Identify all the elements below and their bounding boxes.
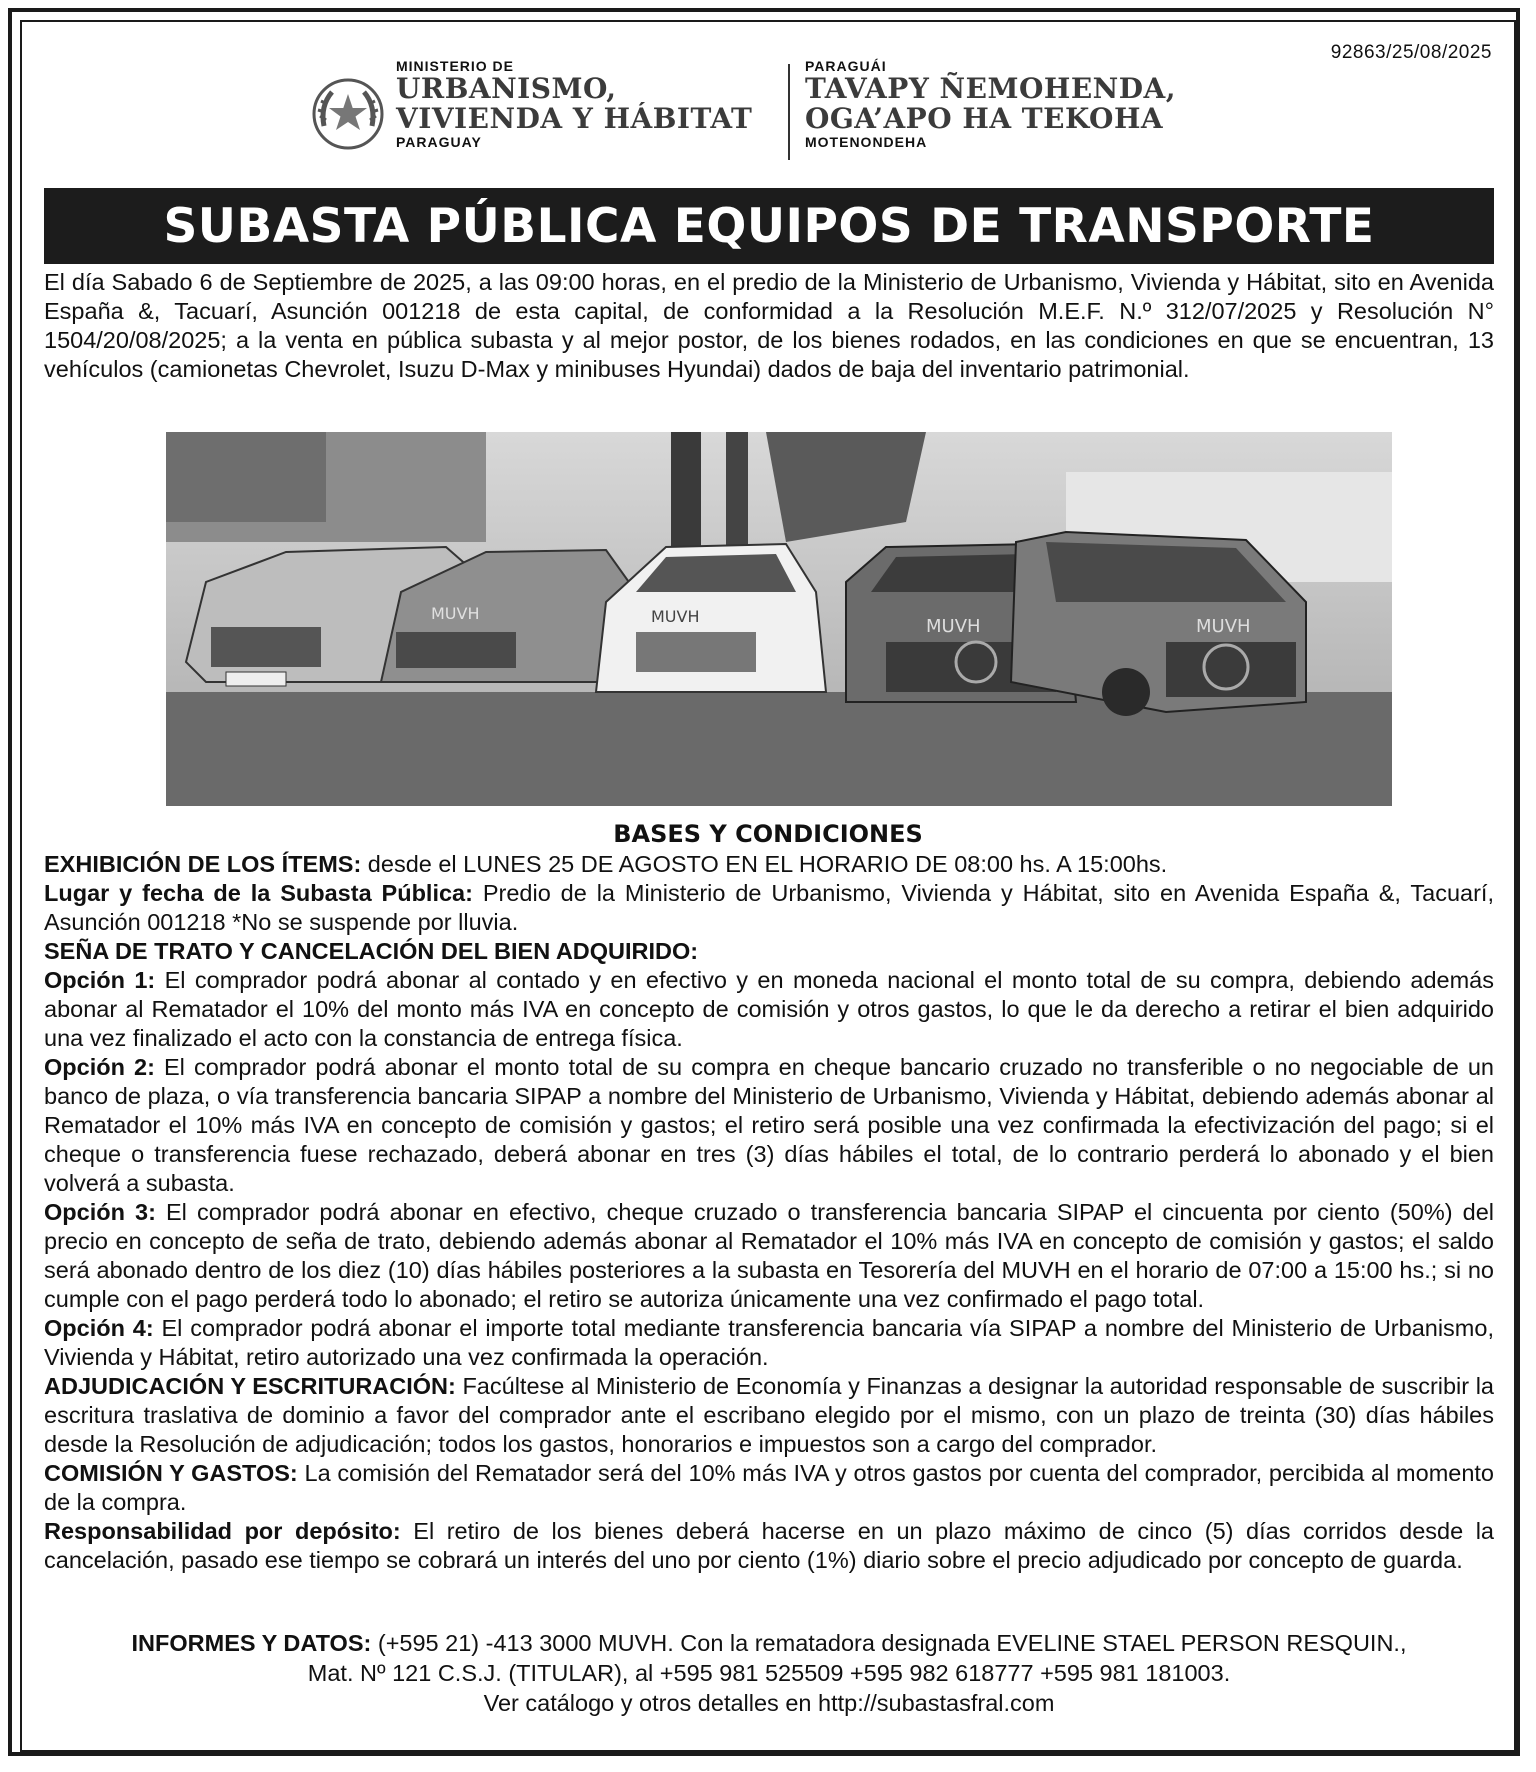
intro-paragraph: El día Sabado 6 de Septiembre de 2025, a las 09:00 horas, en el predio de la Ministerio de Urbanismo, Vivienda y Hábitat, sito en Avenida España &, Tacuarí, Asunción 001218 de esta capital, de conformidad a la Resolución M.E.F. N.º 312/07/2025 y Resolución N° 1504/20/08/2025; a la venta en pública subasta y al mejor postor, de los bienes rodados, en las condiciones en que se encuentran, 13 vehículos (camionetas Chevrolet, Isuzu D-Max y minibuses Hyundai) dados de baja del inventario patrimonial.	[44, 269, 1494, 382]
ministry-gn-line1: TAVAPY ÑEMOHENDA,	[805, 72, 1177, 105]
conditions-list	[44, 850, 1494, 1575]
vehicle-5	[1011, 532, 1306, 716]
condition-text: El comprador podrá abonar al contado y en efectivo y en moneda nacional el monto total de su compra, debiendo además abonar al Rematador el 10% del monto más IVA en concepto de comisión y otros gastos, lo que le da derecho a retirar el bien adquirido una vez finalizado el acto con la constancia de entrega física.	[44, 967, 1494, 1051]
footer-website[interactable]: Ver catálogo y otros detalles en http://subastasfral.com	[483, 1690, 1055, 1716]
header	[310, 56, 1210, 164]
vehicle-label: MUVH	[651, 607, 700, 626]
condition-opcion-1	[44, 966, 1494, 1053]
condition-label: ADJUDICACIÓN Y ESCRITURACIÓN:	[44, 1373, 456, 1399]
vehicles-photo	[166, 432, 1392, 806]
condition-adjudicacion	[44, 1372, 1494, 1459]
condition-text: Predio de la Ministerio de Urbanismo, Vivienda y Hábitat, sito en Avenida España &, Tacuarí, Asunción 001218 *No se suspende por lluvia.	[44, 880, 1494, 935]
footer-contact: (+595 21) -413 3000 MUVH. Con la rematadora designada EVELINE STAEL PERSON RESQUIN.,	[371, 1630, 1407, 1656]
condition-label: Opción 1:	[44, 967, 156, 993]
contact-footer	[44, 1628, 1494, 1718]
condition-exhibicion	[44, 850, 1494, 879]
ministry-gn-bottom: MOTENONDEHA	[805, 134, 928, 150]
title-banner: SUBASTA PÚBLICA EQUIPOS DE TRANSPORTE	[44, 188, 1494, 264]
ministry-gn-top: PARAGUÁI	[805, 58, 887, 74]
section-title: BASES Y CONDICIONES	[613, 820, 923, 848]
condition-label: SEÑA DE TRATO Y CANCELACIÓN DEL BIEN ADQUIRIDO:	[44, 938, 699, 964]
condition-label: Opción 2:	[44, 1054, 155, 1080]
condition-opcion-4	[44, 1314, 1494, 1372]
condition-label: Responsabilidad por depósito:	[44, 1518, 401, 1544]
reference-code: 92863/25/08/2025	[1330, 42, 1492, 63]
ministry-gn-line2: OGA’APO HA TEKOHA	[805, 102, 1164, 135]
header-divider	[788, 64, 790, 160]
condition-text: El comprador podrá abonar el monto total de su compra en cheque bancario cruzado no transferible o no negociable de un banco de plaza, o vía transferencia bancaria SIPAP a nombre del Ministerio de Urbanismo, Vivienda y Hábitat, debiendo además abonar al Rematador el 10% más IVA en concepto de comisión y gastos; el retiro será posible una vez confirmada la efectivización del pago; si el cheque o transferencia fuese rechazado, deberá abonar en tres (3) días hábiles el total, de lo contrario perderá lo abonado y el bien volverá a subasta.	[44, 1054, 1494, 1196]
condition-lugar	[44, 879, 1494, 937]
ministry-es-top: MINISTERIO DE	[396, 58, 515, 74]
vehicle-label: MUVH	[431, 604, 480, 623]
condition-text: desde el LUNES 25 DE AGOSTO EN EL HORARIO DE 08:00 hs. A 15:00hs.	[361, 851, 1168, 877]
condition-label: Opción 3:	[44, 1199, 156, 1225]
ministry-es-line2: VIVIENDA Y HÁBITAT	[396, 102, 753, 135]
condition-text: El comprador podrá abonar en efectivo, cheque cruzado o transferencia bancaria SIPAP el cincuenta por ciento (50%) del precio en concepto de seña de trato, debiendo además abonar al Rematador el 10% más IVA en concepto de comisión y gastos; el saldo será abonado dentro de los diez (10) días hábiles posteriores a la subasta en Tesorería del MUVH en el horario de 07:00 a 15:00 hs.; si no cumple con el pago perderá todo lo abonado; el retiro se autoriza únicamente una vez confirmado el pago total.	[44, 1199, 1494, 1312]
condition-sena	[44, 937, 1494, 966]
condition-label: EXHIBICIÓN DE LOS ÍTEMS:	[44, 851, 362, 877]
ministry-es-line1: URBANISMO,	[396, 72, 617, 105]
condition-text: Facúltese al Ministerio de Economía y Finanzas a designar la autoridad responsable de suscribir la escritura traslativa de dominio a favor del comprador ante el escribano elegido por el mismo, con un plazo de treinta (30) días hábiles desde la Resolución de adjudicación; todos los gastos, honorarios e impuestos son a cargo del comprador.	[44, 1373, 1494, 1457]
footer-label: INFORMES Y DATOS:	[131, 1630, 372, 1656]
vehicle-label: MUVH	[926, 616, 981, 637]
ministry-name-es	[396, 56, 752, 150]
condition-label: Opción 4:	[44, 1315, 154, 1341]
condition-comision	[44, 1459, 1494, 1517]
condition-opcion-3	[44, 1198, 1494, 1314]
footer-line-2: Mat. Nº 121 C.S.J. (TITULAR), al +595 981 525509 +595 982 618777 +595 981 181003.	[307, 1660, 1231, 1686]
condition-text: El retiro de los bienes deberá hacerse en un plazo máximo de cinco (5) días corridos desde la cancelación, pasado ese tiempo se cobrará un interés del uno por ciento (1%) diario sobre el precio adjudicado por concepto de guarda.	[44, 1518, 1494, 1573]
condition-label: Lugar y fecha de la Subasta Pública:	[44, 880, 473, 906]
vehicle-label: MUVH	[1196, 616, 1251, 637]
condition-label: COMISIÓN Y GASTOS:	[44, 1460, 298, 1486]
condition-responsabilidad	[44, 1517, 1494, 1575]
vehicles-illustration	[166, 432, 1392, 806]
condition-text: La comisión del Rematador será del 10% más IVA y otros gastos por cuenta del comprador, percibida al momento de la compra.	[44, 1460, 1495, 1515]
ministry-es-bottom: PARAGUAY	[396, 134, 482, 150]
ministry-name-gn	[805, 56, 1176, 150]
condition-opcion-2	[44, 1053, 1494, 1198]
footer-line-1	[44, 1628, 1494, 1658]
condition-text: El comprador podrá abonar el importe total mediante transferencia bancaria vía SIPAP a nombre del Ministerio de Urbanismo, Vivienda y Hábitat, retiro autorizado una vez confirmada la operación.	[44, 1315, 1494, 1370]
national-seal-icon	[310, 76, 386, 152]
